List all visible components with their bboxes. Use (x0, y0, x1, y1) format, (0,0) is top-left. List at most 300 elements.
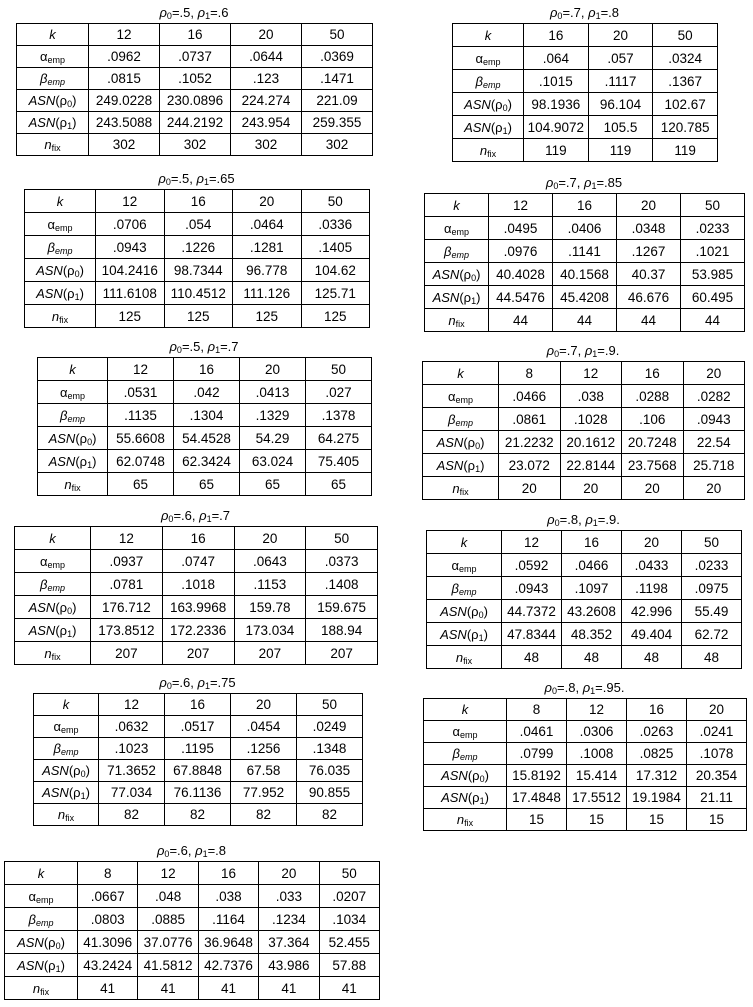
table-cell: 163.9968 (162, 596, 234, 619)
table-cell: 37.0776 (138, 931, 198, 954)
table-cell: 20.7248 (622, 431, 684, 454)
asn-label: ASN (28, 115, 56, 130)
asn-label: ASN (436, 457, 464, 473)
rho-subscript: 0 (166, 681, 172, 691)
rho-subscript: 0 (67, 605, 73, 616)
table-cell: .0937 (91, 550, 163, 573)
table-cell: 75.405 (306, 450, 372, 473)
row-label (425, 309, 489, 332)
table-cell: .1018 (162, 573, 234, 596)
row-label (5, 908, 78, 931)
row-label (15, 573, 91, 596)
table-cell: .0282 (683, 385, 745, 408)
row-label (425, 240, 489, 263)
rho1-value: =.65 (208, 171, 235, 186)
fix-subscript: fix (51, 651, 61, 662)
emp-subscript: emp (47, 55, 66, 65)
table-title (37, 339, 371, 357)
emp-subscript: emp (36, 894, 54, 905)
row-label (5, 885, 78, 908)
paren: ( (55, 599, 60, 615)
fix-subscript: fix (487, 148, 497, 159)
table-cell: 50 (301, 190, 370, 213)
row-label (427, 623, 502, 646)
row-label (425, 194, 489, 217)
table-cell: 12 (89, 24, 160, 46)
row-beta (38, 404, 372, 427)
table-title (422, 343, 744, 361)
asn-label: ASN (432, 289, 460, 305)
rho-subscript: 0 (166, 11, 172, 21)
row-label (424, 809, 507, 831)
table-cell: .1153 (234, 573, 306, 596)
paren: ) (79, 285, 84, 301)
table-cell: .048 (138, 885, 198, 908)
rho-subscript: 1 (204, 681, 210, 691)
table-cell: .1256 (231, 738, 297, 760)
row-label (25, 236, 96, 259)
table-cell: 20 (683, 362, 745, 385)
paren: ( (62, 262, 68, 278)
results-table (422, 361, 745, 500)
table-cell: 41 (138, 977, 198, 1000)
table-cell: 82 (297, 804, 363, 826)
table-cell: .1348 (297, 738, 363, 760)
result-table-block (16, 5, 372, 156)
table-cell: .1028 (560, 408, 622, 431)
rho-subscript: 0 (165, 177, 171, 187)
table-cell: 125.71 (301, 282, 370, 305)
row-alpha (15, 550, 378, 573)
table-cell: 48.352 (562, 623, 622, 646)
table-cell: 102.67 (653, 93, 718, 116)
rho-subscript: 1 (471, 295, 477, 306)
row-nfix (17, 134, 373, 156)
beta-symbol: β (475, 73, 483, 89)
table-cell: 176.712 (91, 596, 163, 619)
k-symbol: k (62, 697, 70, 712)
emp-subscript: emp (483, 56, 501, 67)
table-cell: 57.88 (319, 954, 379, 977)
table-cell: 62.0748 (108, 450, 174, 473)
row-label (34, 804, 99, 826)
table-cell: .1378 (306, 404, 372, 427)
header-row-k (38, 358, 372, 381)
table-cell: 71.3652 (99, 760, 165, 782)
table-cell: 46.676 (617, 286, 681, 309)
row-beta (5, 908, 380, 931)
table-cell: 77.952 (231, 782, 297, 804)
rho1-value: =.8 (600, 5, 620, 20)
n-symbol: n (32, 980, 41, 996)
row-label (17, 46, 89, 68)
rho-subscript: 1 (205, 11, 211, 21)
rho1-value: =.85 (596, 175, 623, 190)
paren: ( (55, 93, 60, 108)
rho0-value: =.8 (559, 512, 579, 527)
rho-symbol: ρ (59, 599, 68, 615)
results-table (16, 23, 373, 156)
table-cell: 55.49 (682, 600, 742, 623)
table-cell: .042 (174, 381, 240, 404)
table-cell: .1135 (108, 404, 174, 427)
paren: ( (62, 285, 68, 301)
beta-symbol: β (452, 746, 460, 761)
table-cell: .0799 (507, 743, 567, 765)
asn-label: ASN (441, 790, 468, 805)
row-label (34, 782, 99, 804)
rho-subscript: 0 (502, 102, 508, 113)
rho-symbol: ρ (59, 115, 68, 130)
row-beta (425, 240, 745, 263)
table-cell: 16 (627, 699, 687, 721)
table-cell: 207 (91, 642, 163, 665)
table-cell: .1234 (259, 908, 319, 931)
table-title (16, 5, 372, 23)
table-cell: .0241 (687, 721, 747, 743)
result-table-block (24, 171, 369, 328)
row-label (38, 381, 108, 404)
alpha-symbol: α (475, 50, 483, 66)
row-nfix (453, 139, 718, 162)
table-cell: .0632 (99, 716, 165, 738)
table-cell: 37.364 (259, 931, 319, 954)
table-cell: .027 (306, 381, 372, 404)
table-cell: 15 (507, 809, 567, 831)
rho-subscript: 0 (475, 440, 481, 451)
row-beta (453, 70, 718, 93)
paren: ) (85, 763, 90, 778)
beta-symbol: β (40, 71, 48, 86)
table-cell: 96.778 (233, 259, 302, 282)
row-label (15, 550, 91, 573)
rho0-value: =.7 (558, 175, 577, 190)
paren: ( (459, 266, 464, 282)
row-nfix (5, 977, 380, 1000)
row-label (15, 619, 91, 642)
rho-subscript: 1 (87, 459, 93, 470)
header-row-k (17, 24, 373, 46)
header-row-k (424, 699, 747, 721)
rho-subscript: 1 (203, 177, 209, 187)
row-alpha (453, 47, 718, 70)
paren: ) (483, 626, 488, 642)
emp-subscript: emp (67, 413, 85, 424)
table-cell: 16 (524, 24, 589, 47)
beta-symbol: β (60, 407, 68, 423)
beta-symbol: β (40, 576, 48, 592)
row-label (15, 596, 91, 619)
table-cell: 105.5 (588, 116, 653, 139)
fix-subscript: fix (464, 818, 474, 828)
paren: ( (463, 434, 468, 450)
table-cell: 21.2232 (499, 431, 561, 454)
rho1-value: =.9. (597, 343, 620, 358)
row-asn-rho1 (25, 282, 370, 305)
table-cell: 104.2416 (96, 259, 165, 282)
rho-subscript: 1 (592, 349, 598, 359)
rho-subscript: 0 (55, 940, 61, 951)
table-cell: 104.62 (301, 259, 370, 282)
table-cell: 64.275 (306, 427, 372, 450)
row-beta (17, 68, 373, 90)
table-cell: 207 (162, 642, 234, 665)
rho-subscript: 0 (552, 686, 558, 696)
row-label (423, 408, 499, 431)
header-row-k (423, 362, 745, 385)
table-cell: 44.5476 (489, 286, 553, 309)
table-cell: 125 (233, 305, 302, 328)
results-table (37, 357, 372, 496)
header-row-k (453, 24, 718, 47)
table-cell: 20 (234, 527, 306, 550)
emp-subscript: emp (455, 417, 473, 428)
table-cell: 224.274 (231, 90, 302, 112)
table-cell: .0466 (499, 385, 561, 408)
table-cell: .0667 (78, 885, 138, 908)
k-symbol: k (56, 193, 64, 209)
row-label (5, 977, 78, 1000)
emp-subscript: emp (54, 245, 73, 256)
rho-subscript: 1 (591, 181, 597, 191)
n-symbol: n (479, 142, 488, 158)
table-cell: 41.5812 (138, 954, 198, 977)
row-nfix (425, 309, 745, 332)
results-table (426, 530, 742, 669)
table-cell: .1078 (687, 743, 747, 765)
table-cell: 12 (502, 531, 562, 554)
paren: ) (507, 96, 512, 112)
row-label (423, 454, 499, 477)
table-cell: .0747 (162, 550, 234, 573)
table-title (14, 508, 377, 526)
paren: ( (75, 430, 80, 446)
k-symbol: k (49, 530, 56, 546)
table-title (452, 5, 717, 23)
rho-subscript: 1 (74, 291, 80, 302)
rho-symbol: ρ (195, 843, 203, 858)
rho-symbol: ρ (495, 96, 503, 112)
row-asn-rho1 (423, 454, 745, 477)
k-symbol: k (484, 27, 492, 43)
table-cell: 12 (138, 862, 198, 885)
table-cell: 44 (681, 309, 745, 332)
rho-subscript: 1 (502, 125, 508, 136)
row-asn-rho0 (38, 427, 372, 450)
table-cell: 23.7568 (622, 454, 684, 477)
rho-subscript: 1 (67, 628, 73, 639)
rho-symbol: ρ (472, 768, 480, 783)
paren: ( (55, 115, 60, 130)
row-asn-rho1 (453, 116, 718, 139)
rho-subscript: 1 (592, 518, 598, 528)
rho-subscript: 0 (553, 181, 559, 191)
rho-symbol: ρ (585, 512, 593, 527)
rho-subscript: 0 (479, 774, 485, 784)
table-cell: 20 (687, 699, 747, 721)
table-cell: 55.6608 (108, 427, 174, 450)
row-label (453, 116, 524, 139)
rho-symbol: ρ (48, 934, 56, 950)
row-nfix (15, 642, 378, 665)
rho-symbol: ρ (463, 289, 472, 305)
row-label (34, 738, 99, 760)
k-symbol: k (457, 365, 464, 381)
title-separator: , (189, 171, 197, 186)
emp-subscript: emp (451, 249, 469, 260)
paren: ) (476, 289, 481, 305)
paren: ( (68, 785, 74, 800)
rho1-value: =.8 (207, 843, 227, 858)
title-separator: , (577, 343, 585, 358)
rho-symbol: ρ (73, 763, 81, 778)
header-row-k (34, 694, 363, 716)
row-nfix (38, 473, 372, 496)
n-symbol: n (51, 308, 60, 324)
table-cell: 41.3096 (78, 931, 138, 954)
row-asn-rho0 (425, 263, 745, 286)
beta-symbol: β (451, 580, 459, 596)
table-title (33, 675, 362, 693)
table-cell: 62.72 (682, 623, 742, 646)
table-cell: 16 (160, 24, 231, 46)
emp-subscript: emp (459, 752, 478, 762)
rho-symbol: ρ (67, 262, 75, 278)
table-title (424, 175, 744, 193)
beta-symbol: β (53, 741, 61, 756)
rho-subscript: 1 (590, 686, 596, 696)
rho-symbol: ρ (48, 957, 56, 973)
row-label (25, 213, 96, 236)
row-alpha (25, 213, 370, 236)
rho-symbol: ρ (159, 5, 167, 20)
rho1-value: =.75 (209, 675, 236, 690)
rho1-value: =.95. (595, 680, 625, 695)
paren: ( (75, 453, 80, 469)
table-cell: 76.035 (297, 760, 363, 782)
table-cell: 90.855 (297, 782, 363, 804)
row-beta (15, 573, 378, 596)
rho-symbol: ρ (582, 680, 591, 695)
table-cell: 50 (319, 862, 379, 885)
rho-subscript: 0 (168, 514, 174, 524)
rho-symbol: ρ (73, 785, 81, 800)
alpha-symbol: α (47, 216, 55, 232)
fix-subscript: fix (455, 318, 465, 329)
table-cell: 65 (240, 473, 306, 496)
alpha-symbol: α (451, 557, 459, 573)
header-row-k (15, 527, 378, 550)
asn-label: ASN (36, 285, 63, 301)
table-cell: .033 (259, 885, 319, 908)
table-cell: .1198 (622, 577, 682, 600)
table-cell: .0861 (499, 408, 561, 431)
fix-subscript: fix (59, 314, 69, 325)
table-cell: 45.4208 (553, 286, 617, 309)
table-cell: 43.2608 (562, 600, 622, 623)
rho-subscript: 1 (67, 121, 73, 131)
rho-symbol: ρ (545, 175, 554, 190)
row-alpha (17, 46, 373, 68)
emp-subscript: emp (458, 586, 477, 597)
table-cell: 41 (259, 977, 319, 1000)
row-asn-rho1 (38, 450, 372, 473)
fix-subscript: fix (51, 143, 61, 153)
table-cell: 302 (160, 134, 231, 156)
n-symbol: n (44, 137, 52, 152)
table-cell: 16 (622, 362, 684, 385)
table-cell: .0207 (319, 885, 379, 908)
table-cell: .064 (524, 47, 589, 70)
emp-subscript: emp (55, 222, 73, 233)
asn-label: ASN (441, 768, 468, 783)
table-cell: 125 (96, 305, 165, 328)
table-title (423, 680, 746, 698)
table-cell: 40.4028 (489, 263, 553, 286)
row-asn-rho0 (424, 765, 747, 787)
table-cell: .1195 (165, 738, 231, 760)
emp-subscript: emp (451, 226, 470, 237)
asn-label: ASN (28, 599, 56, 615)
asn-label: ASN (28, 622, 56, 638)
table-cell: 96.104 (588, 93, 653, 116)
table-cell: 20.354 (687, 765, 747, 787)
row-asn-rho0 (25, 259, 370, 282)
table-cell: 76.1136 (165, 782, 231, 804)
table-cell: .1008 (567, 743, 627, 765)
rho1-value: =.9. (597, 512, 620, 527)
fix-subscript: fix (463, 655, 473, 666)
row-alpha (425, 217, 745, 240)
result-table-block (426, 512, 741, 669)
table-cell: 48 (502, 646, 562, 669)
table-cell: 53.985 (681, 263, 745, 286)
table-cell: .0263 (627, 721, 687, 743)
table-cell: 16 (165, 694, 231, 716)
header-row-k (425, 194, 745, 217)
rho-subscript: 1 (80, 791, 86, 801)
table-cell: .0976 (489, 240, 553, 263)
rho-subscript: 0 (67, 99, 73, 109)
rho-subscript: 1 (202, 849, 208, 859)
row-label (38, 358, 108, 381)
rho-symbol: ρ (546, 343, 555, 358)
table-cell: 40.37 (617, 263, 681, 286)
emp-subscript: emp (47, 559, 66, 570)
paren: ( (466, 603, 472, 619)
rho-symbol: ρ (59, 622, 68, 638)
table-cell: 207 (306, 642, 378, 665)
table-cell: 244.2192 (160, 112, 231, 134)
table-cell: 65 (174, 473, 240, 496)
table-cell: .0531 (108, 381, 174, 404)
rho-symbol: ρ (467, 434, 476, 450)
rho-symbol: ρ (584, 175, 592, 190)
table-cell: 17.312 (627, 765, 687, 787)
table-cell: 20 (231, 694, 297, 716)
row-alpha (427, 554, 742, 577)
table-cell: 50 (682, 531, 742, 554)
table-cell: 119 (653, 139, 718, 162)
row-label (423, 385, 499, 408)
table-title (4, 843, 379, 861)
alpha-symbol: α (447, 388, 456, 404)
rho-subscript: 0 (87, 436, 93, 447)
table-cell: 67.8848 (165, 760, 231, 782)
rho0-value: =.7 (559, 343, 578, 358)
table-cell: 120.785 (653, 116, 718, 139)
table-cell: 22.54 (683, 431, 745, 454)
